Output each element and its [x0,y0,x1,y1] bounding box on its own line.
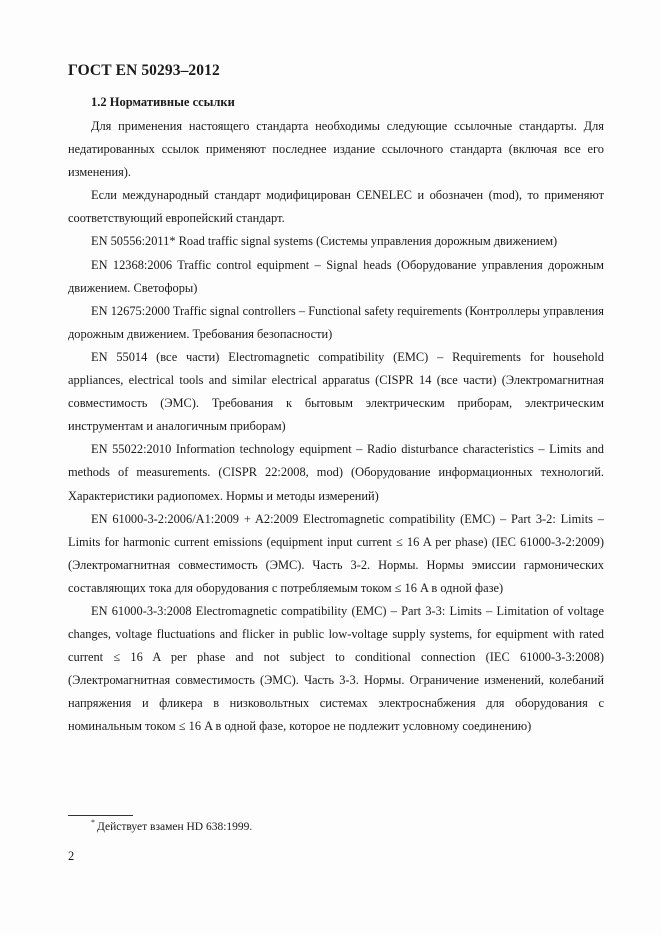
footnote-divider [68,815,133,816]
document-header: ГОСТ EN 50293–2012 [68,62,220,79]
reference-en-55022: EN 55022:2010 Information technology equipment – Radio disturbance characteristics – Limits and methods of measurements. (CISPR 22:2008, mod) (Оборудование информационных технологий. Характеристики радиопомех. Нормы и методы измерений) [68,442,604,503]
footnote-text: Действует взамен HD 638:1999. [97,821,253,833]
page-number: 2 [68,849,75,863]
reference-en-12368: EN 12368:2006 Traffic control equipment – Signal heads (Оборудование управления дорожным движением. Светофоры) [68,257,604,295]
paragraph-mod-note: Если международный стандарт модифицирован CENELEC и обозначен (mod), то применяют соответствующий европейский стандарт. [68,188,604,226]
footnote [91,818,252,833]
paragraph-intro: Для применения настоящего стандарта необходимы следующие ссылочные стандарты. Для недатированных ссылок применяют последнее издание ссылочного стандарта (включая все его изменения). [68,119,604,180]
footnote-marker: * [91,818,95,827]
reference-en-61000-3-3: EN 61000-3-3:2008 Electromagnetic compatibility (EMC) – Part 3-3: Limits – Limitation of voltage changes, voltage fluctuations and flicker in public low-voltage supply systems, for equipment with rated current ≤ 16 A per phase and not subject to conditional connection (IEC 61000-3-3:2008) (Электромагнитная совместимость (ЭМС). Часть 3-3. Нормы. Ограничение изменений, колебаний напряжения и фликера в низковольтных системах электроснабжения для оборудования с номинальным током ≤ 16 A в одной фазе, которое не подлежит условному соединению) [68,603,604,734]
reference-en-50556: EN 50556:2011* Road traffic signal systems (Системы управления дорожным движением) [91,234,558,249]
reference-en-12675: EN 12675:2000 Traffic signal controllers – Functional safety requirements (Контроллеры управления дорожным движением. Требования безопасности) [68,303,604,341]
document-body [68,115,604,739]
reference-en-55014: EN 55014 (все части) Electromagnetic compatibility (EMC) – Requirements for household appliances, electrical tools and similar electrical apparatus (CISPR 14 (все части) (Электромагнитная совместимость (ЭМС). Требования к бытовым электрическим приборам, электрическим инструментам и аналогичным приборам) [68,349,604,434]
reference-en-61000-3-2: EN 61000-3-2:2006/A1:2009 + A2:2009 Electromagnetic compatibility (EMC) – Part 3-2: Limits – Limits for harmonic current emissions (equipment input current ≤ 16 A per phase) (IEC 61000-3-2:2009) (Электромагнитная совместимость (ЭМС). Часть 3-2. Нормы. Нормы эмиссии гармонических составляющих тока для оборудования с потребляемым током ≤ 16 A в одной фазе) [68,511,604,595]
section-title: 1.2 Нормативные ссылки [91,95,235,109]
